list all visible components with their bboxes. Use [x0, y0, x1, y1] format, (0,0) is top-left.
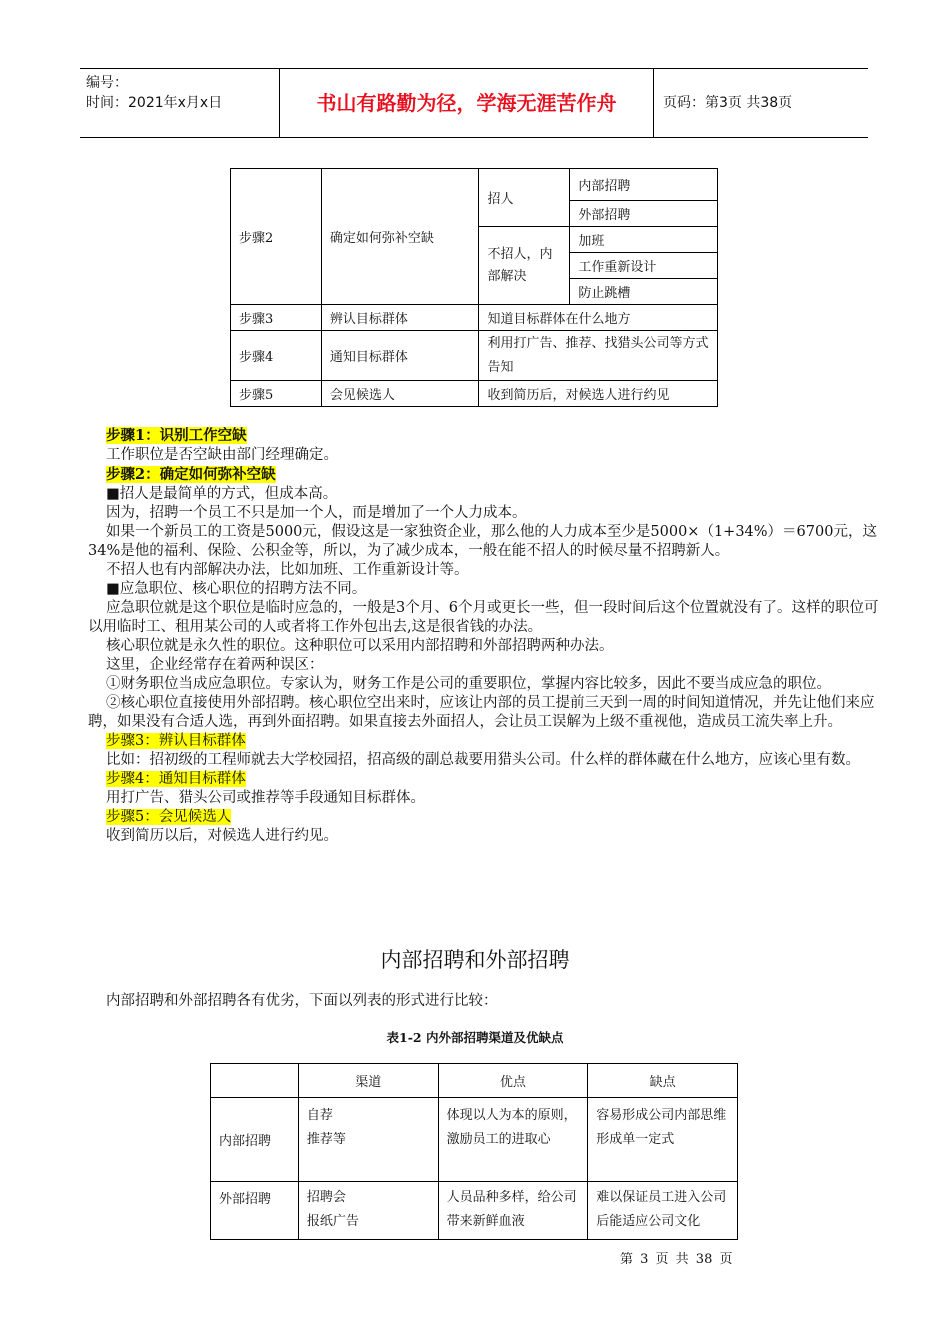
- doc-number-label: 编号：: [86, 75, 128, 91]
- option-no-hire-sub: 工作重新设计: [570, 253, 718, 279]
- option-hire-sub: 内部招聘: [570, 169, 718, 201]
- paragraph: ①财务职位当成应急职位。专家认为，财务工作是公司的重要职位，掌握内容比较多，因此不要当成应急的职位。: [106, 676, 831, 692]
- channel-item: 自荐: [306, 1108, 333, 1123]
- step2-label: 步骤2: [231, 169, 322, 305]
- step2-heading: 步骤2：确定如何弥补空缺: [106, 466, 276, 483]
- option-no-hire: 不招人，内部解决: [479, 227, 570, 305]
- table-row: [211, 1182, 738, 1240]
- paragraph: 应急职位就是这个职位是临时应急的，一般是3个月、6个月或更长一些，但一段时间后这个位置就没有了。这样的职位可以用临时工、租用某公司的人或者将工作外包出去,这是很省钱的办法。: [88, 600, 879, 635]
- option-hire: 招人: [479, 169, 570, 227]
- paragraph: 核心职位就是永久性的职位。这种职位可以采用内部招聘和外部招聘两种办法。: [106, 638, 614, 654]
- channel-item: 推荐等: [306, 1132, 346, 1147]
- step1-heading: 步骤1：识别工作空缺: [106, 427, 247, 444]
- step5-desc: 收到简历后，对候选人进行约见: [479, 381, 718, 407]
- paragraph: ■招人是最简单的方式，但成本高。: [106, 486, 338, 502]
- body-text: [88, 426, 888, 846]
- step4-label: 步骤4: [231, 331, 322, 381]
- header-meta: [80, 69, 280, 137]
- paragraph: 因为，招聘一个员工不只是加一个人，而是增加了一个人力成本。: [106, 505, 527, 521]
- header-page-label: 页码：第3页 共38页: [663, 95, 793, 111]
- table-header-cell: [211, 1064, 299, 1098]
- step2-name: 确定如何弥补空缺: [321, 169, 479, 305]
- table-header-cell: 优点: [438, 1064, 588, 1098]
- section-intro-wrap: [88, 992, 888, 1011]
- doc-date-label: 时间：2021年x月x日: [86, 95, 223, 111]
- paragraph: 不招人也有内部解决办法，比如加班、工作重新设计等。: [106, 562, 469, 578]
- step5-name: 会见候选人: [321, 381, 479, 407]
- recruit-type: 外部招聘: [211, 1182, 299, 1240]
- step4-heading: 步骤4：通知目标群体: [106, 771, 246, 787]
- pros-cell: 人员品种多样，给公司带来新鲜血液: [438, 1182, 588, 1240]
- step4-name: 通知目标群体: [321, 331, 479, 381]
- paragraph: 比如：招初级的工程师就去大学校园招，招高级的副总裁要用猎头公司。什么样的群体藏在什么地方，应该心里有数。: [106, 752, 860, 768]
- page-header: [80, 68, 868, 138]
- step3-label: 步骤3: [231, 305, 322, 331]
- step3-desc: 知道目标群体在什么地方: [479, 305, 718, 331]
- section-title: 内部招聘和外部招聘: [380, 948, 570, 972]
- option-hire-sub: 外部招聘: [570, 201, 718, 227]
- paragraph: 用打广告、猎头公司或推荐等手段通知目标群体。: [106, 790, 425, 806]
- recruit-type: 内部招聘: [211, 1098, 299, 1182]
- table-header-cell: 缺点: [588, 1064, 738, 1098]
- channel-item: 招聘会: [306, 1190, 346, 1205]
- paragraph: 这里，企业经常存在着两种误区：: [106, 657, 324, 673]
- compare-table: [210, 1063, 738, 1240]
- cons-cell: 难以保证员工进入公司后能适应公司文化: [588, 1182, 738, 1240]
- step4-desc: 利用打广告、推荐、找猎头公司等方式告知: [479, 331, 718, 381]
- step5-label: 步骤5: [231, 381, 322, 407]
- page-footer: 第 3 页 共 38 页: [620, 1252, 733, 1267]
- pros-cell: 体现以人为本的原则，激励员工的进取心: [438, 1098, 588, 1182]
- step5-heading: 步骤5：会见候选人: [106, 809, 232, 825]
- paragraph: 收到简历以后，对候选人进行约见。: [106, 828, 338, 844]
- paragraph: 如果一个新员工的工资是5000元，假设这是一家独资企业，那么他的人力成本至少是5000×（1+34%）＝6700元，这34%是他的福利、保险、公积金等，所以，为了减少成本，一般在能不招人的时候尽量不招聘新人。: [88, 524, 877, 559]
- cons-cell: 容易形成公司内部思维形成单一定式: [588, 1098, 738, 1182]
- option-no-hire-sub: 加班: [570, 227, 718, 253]
- table-header-cell: 渠道: [298, 1064, 438, 1098]
- paragraph: ②核心职位直接使用外部招聘。核心职位空出来时，应该让内部的员工提前三天到一周的时间知道情况，并先让他们来应聘，如果没有合适人选，再到外面招聘。如果直接去外面招人，会让员工误解为上级不重视他，造成员工流失率上升。: [88, 695, 875, 730]
- section-intro: 内部招聘和外部招聘各有优劣，下面以列表的形式进行比较：: [106, 993, 498, 1009]
- channel-item: 报纸广告: [306, 1214, 359, 1229]
- paragraph: ■应急职位、核心职位的招聘方法不同。: [106, 581, 367, 597]
- option-no-hire-sub: 防止跳槽: [570, 279, 718, 305]
- table-caption: 表1-2 内外部招聘渠道及优缺点: [386, 1030, 564, 1045]
- step3-heading: 步骤3：辨认目标群体: [106, 733, 246, 749]
- step3-name: 辨认目标群体: [321, 305, 479, 331]
- table-row: [211, 1098, 738, 1182]
- header-motto: 书山有路勤为径，学海无涯苦作舟: [280, 69, 654, 137]
- paragraph: 工作职位是否空缺由部门经理确定。: [106, 447, 338, 463]
- steps-table: [230, 168, 718, 407]
